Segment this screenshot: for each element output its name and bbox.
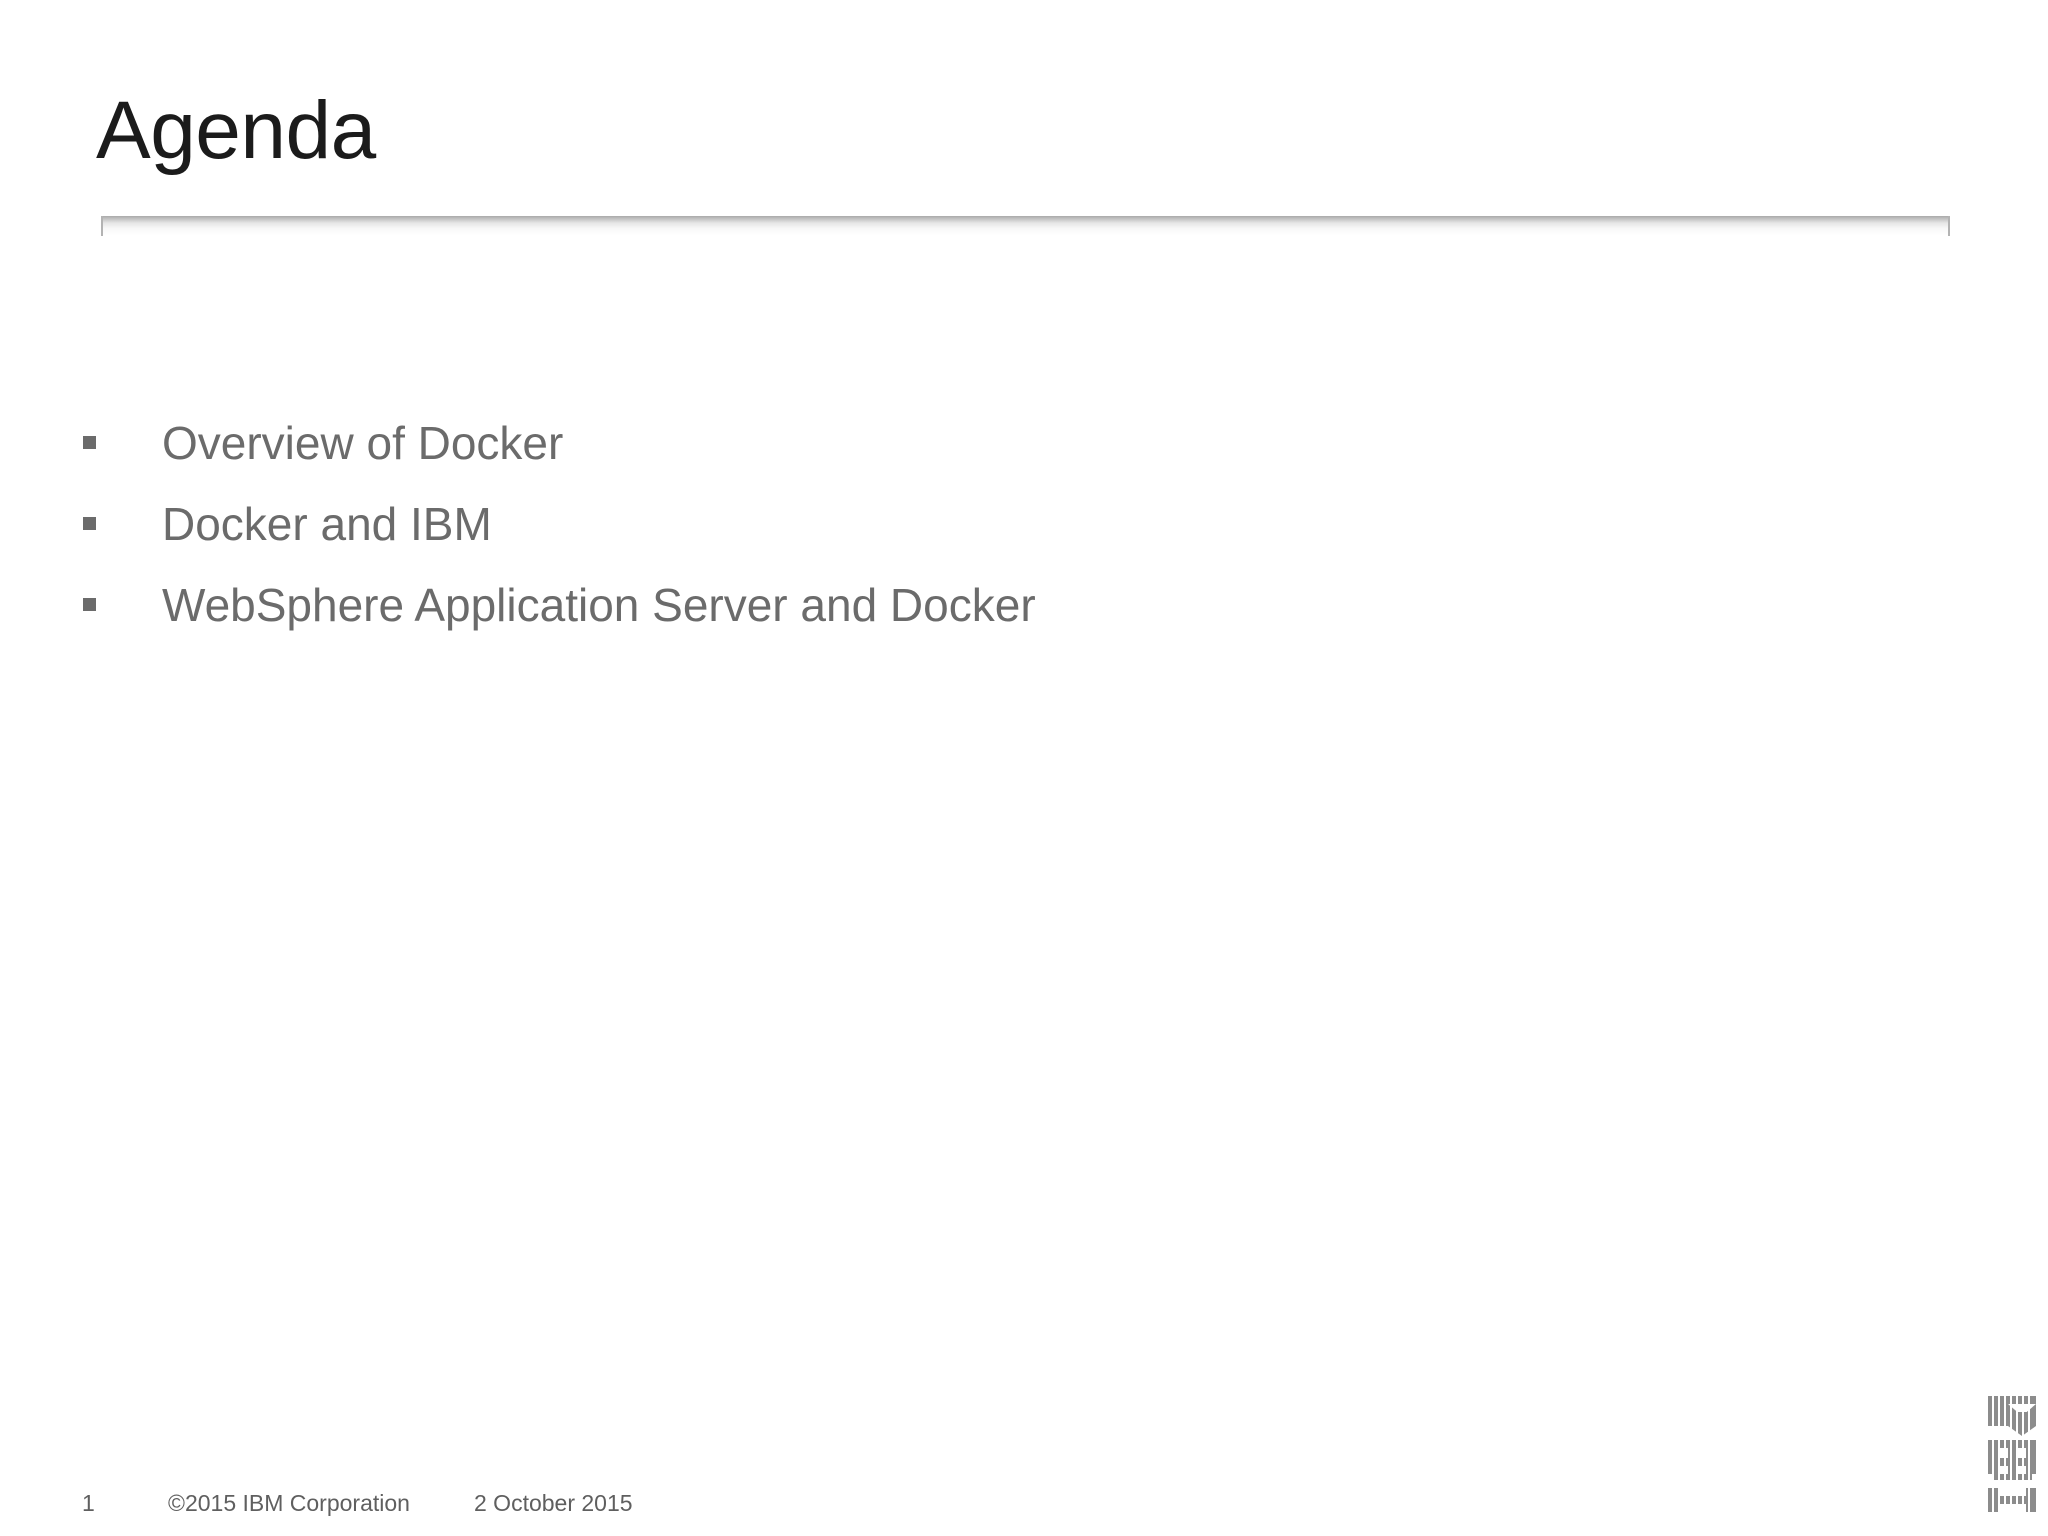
square-bullet-icon xyxy=(83,598,96,611)
square-bullet-icon xyxy=(83,436,96,449)
ibm-logo-icon xyxy=(1988,1396,2036,1512)
agenda-item xyxy=(0,575,1400,635)
agenda-item-label: Overview of Docker xyxy=(162,417,564,469)
title-divider xyxy=(101,216,1950,236)
square-bullet-icon xyxy=(83,517,96,530)
slide-footer xyxy=(0,1488,800,1518)
agenda-item-label: Docker and IBM xyxy=(162,498,492,550)
agenda-item xyxy=(0,494,1400,554)
copyright-notice: ©2015 IBM Corporation xyxy=(168,1490,410,1516)
page-number: 1 xyxy=(82,1490,95,1516)
footer-date: 2 October 2015 xyxy=(474,1490,633,1516)
agenda-item xyxy=(0,413,1400,473)
slide-title: Agenda xyxy=(96,85,376,176)
agenda-item-label: WebSphere Application Server and Docker xyxy=(162,579,1036,631)
